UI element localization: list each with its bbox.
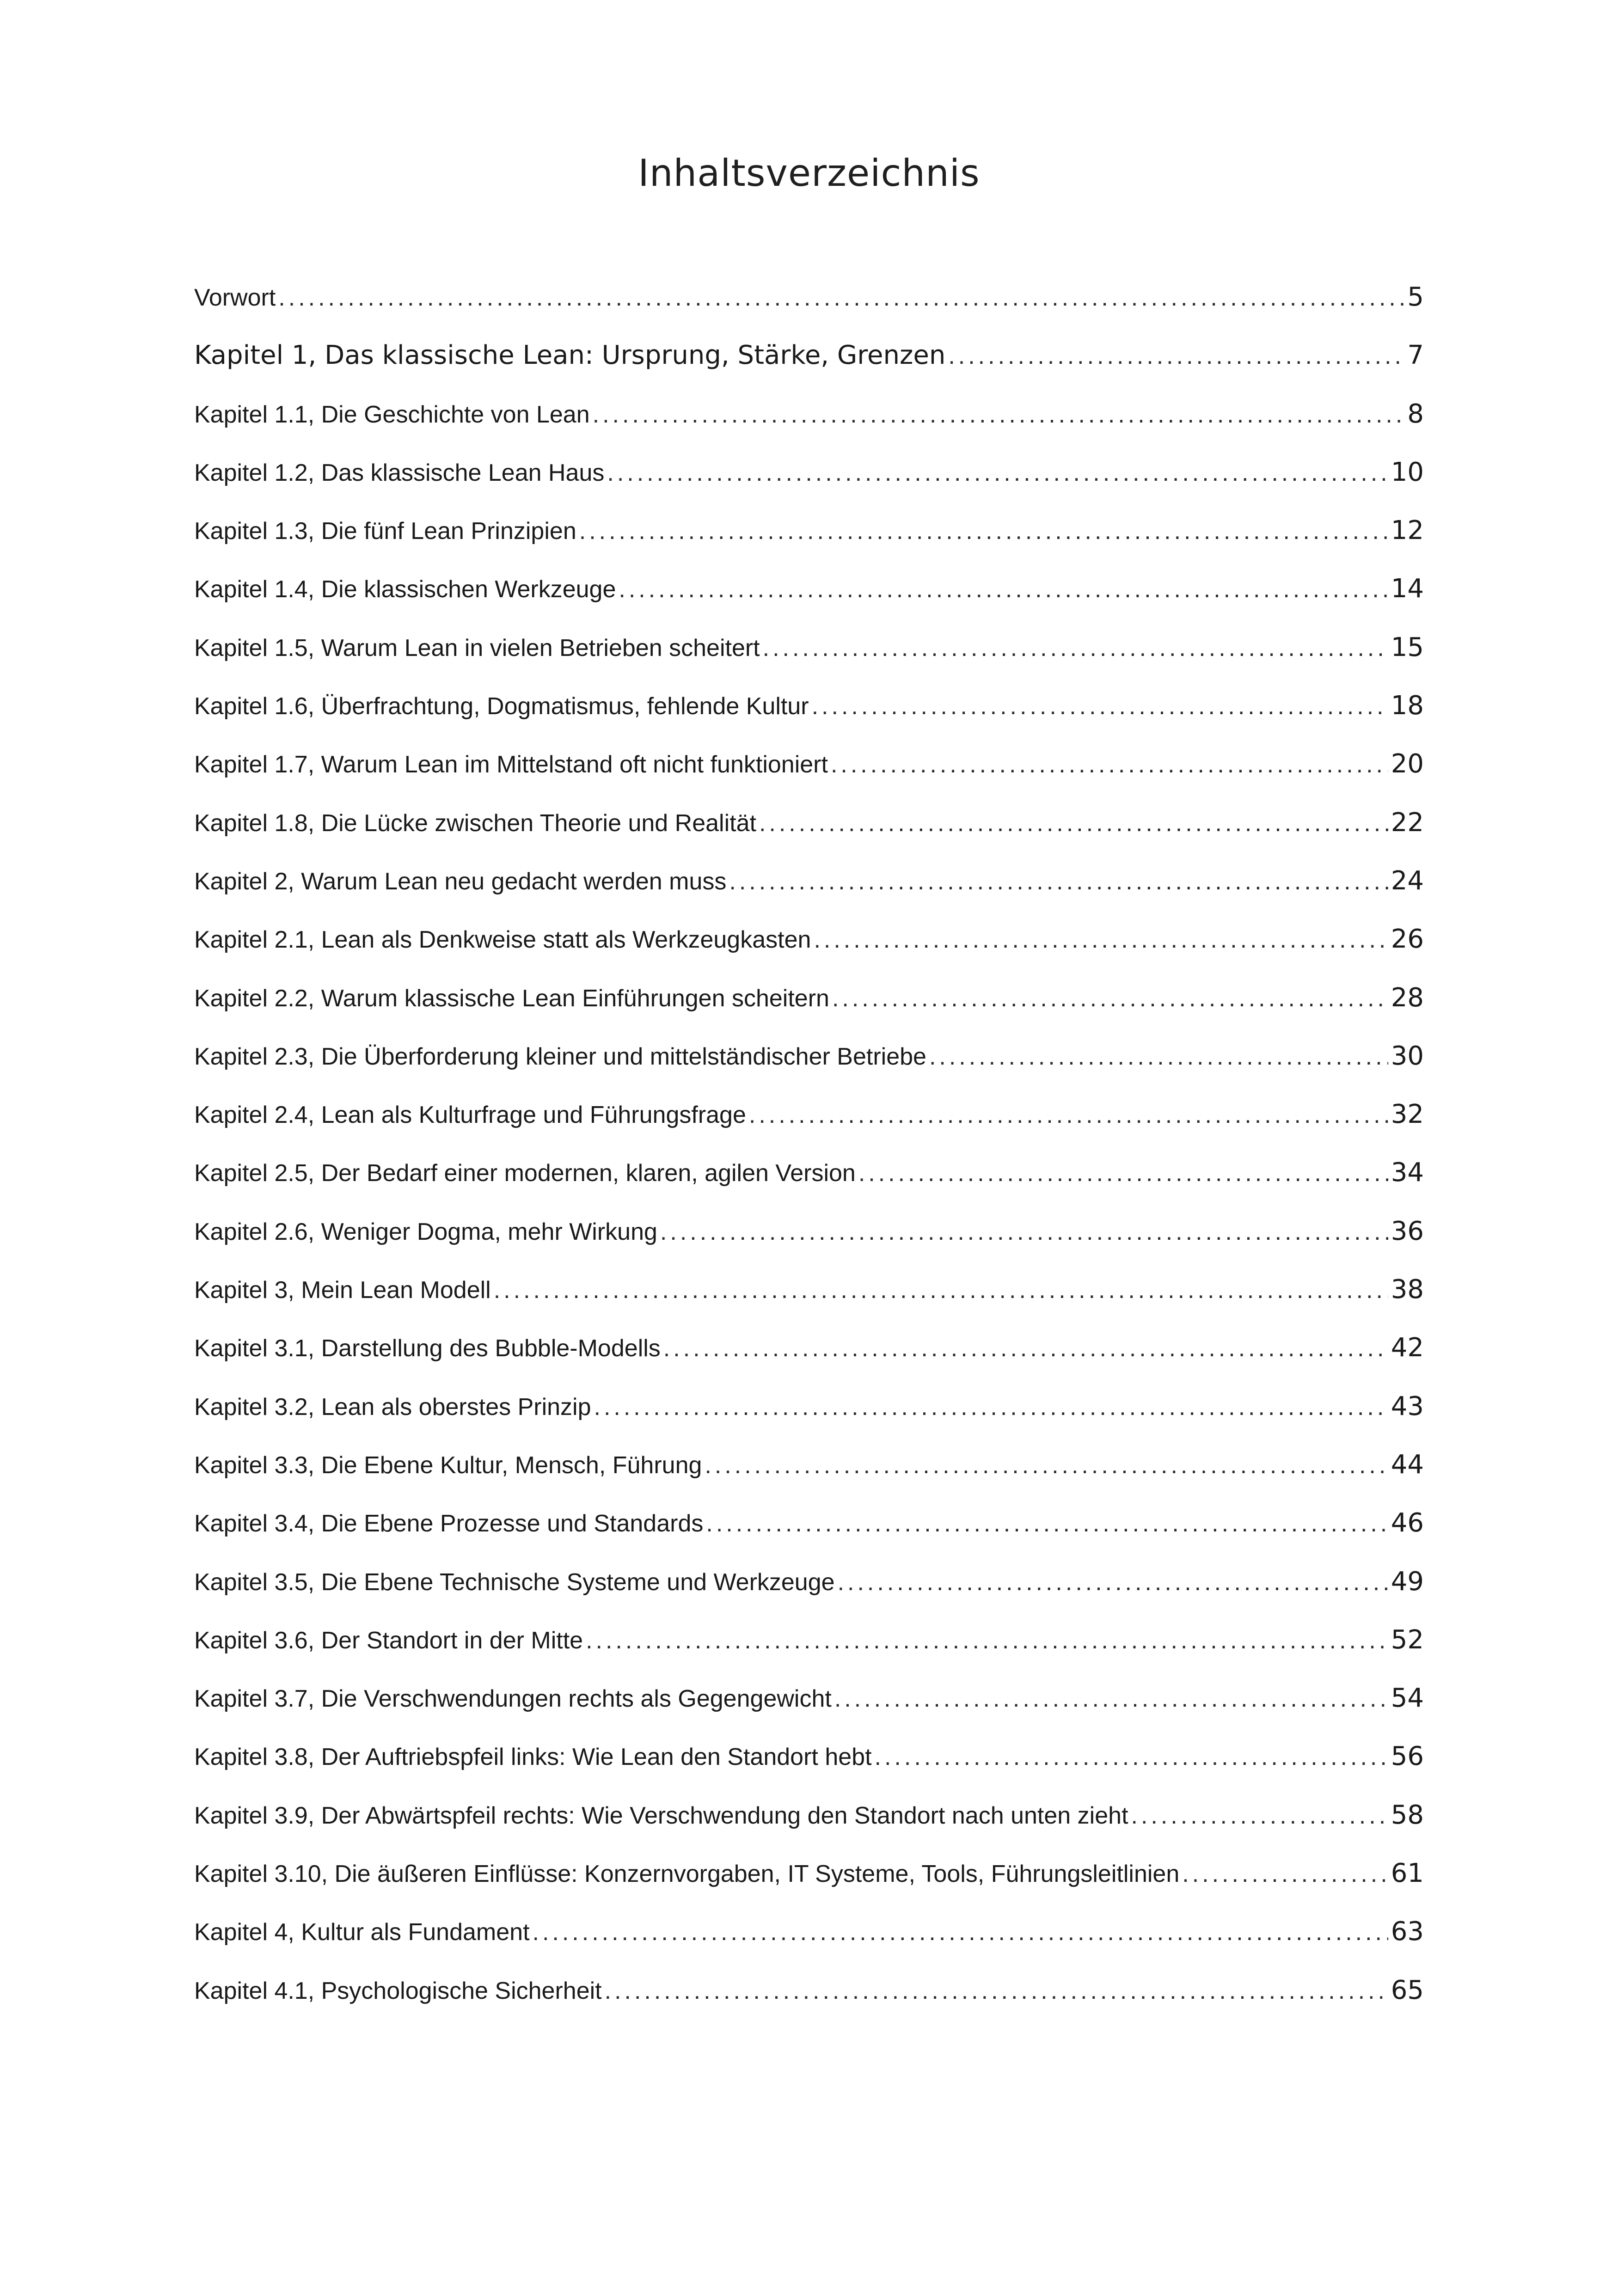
dot-leader <box>838 1568 1388 1596</box>
toc-entry[interactable] <box>194 681 1424 740</box>
toc-page-number: 24 <box>1391 865 1424 896</box>
dot-leader <box>278 284 1404 312</box>
dot-leader <box>948 342 1404 370</box>
page-title: Inhaltsverzeichnis <box>638 152 980 195</box>
dot-leader <box>929 1043 1388 1071</box>
toc-entry[interactable] <box>194 506 1424 564</box>
toc-page-number: 12 <box>1391 515 1424 546</box>
toc-entry-title: Kapitel 1.4, Die klassischen Werkzeuge <box>194 576 616 603</box>
toc-page-number: 58 <box>1391 1800 1424 1830</box>
toc-entry-title: Kapitel 3.1, Darstellung des Bubble-Modells <box>194 1335 661 1362</box>
toc-entry[interactable] <box>194 1557 1424 1616</box>
dot-leader <box>1182 1860 1388 1888</box>
toc-entry-title: Kapitel 3.7, Die Verschwendungen rechts als Gegengewicht <box>194 1685 832 1713</box>
dot-leader <box>759 809 1388 837</box>
toc-page-number: 32 <box>1391 1099 1424 1130</box>
toc-page-number: 18 <box>1391 691 1424 721</box>
dot-leader <box>1131 1802 1388 1830</box>
toc-page-number: 42 <box>1391 1333 1424 1363</box>
toc-page-number: 61 <box>1391 1858 1424 1889</box>
toc-entry[interactable] <box>194 623 1424 681</box>
toc-entry-title: Kapitel 1.2, Das klassische Lean Haus <box>194 459 605 486</box>
toc-entry-title: Kapitel 2.1, Lean als Denkweise statt als Werkzeugkasten <box>194 926 811 954</box>
dot-leader <box>812 692 1388 720</box>
toc-entry[interactable] <box>194 1207 1424 1265</box>
toc-entry[interactable] <box>194 1907 1424 1965</box>
toc-page-number: 22 <box>1391 807 1424 838</box>
toc-entry-title: Kapitel 3.4, Die Ebene Prozesse und Standards <box>194 1510 704 1537</box>
toc-entry[interactable] <box>194 1791 1424 1849</box>
toc-entry-title: Kapitel 4.1, Psychologische Sicherheit <box>194 1977 602 2004</box>
toc-entry-title: Kapitel 1.3, Die fünf Lean Prinzipien <box>194 518 576 545</box>
toc-entry[interactable] <box>194 1148 1424 1206</box>
toc-entry-title: Kapitel 3.8, Der Auftriebspfeil links: Wie Lean den Standort hebt <box>194 1744 872 1771</box>
toc-entry-title: Kapitel 3.10, Die äußeren Einflüsse: Konzernvorgaben, IT Systeme, Tools, Führungsleitlinien <box>194 1861 1180 1888</box>
toc-entry[interactable] <box>194 1499 1424 1557</box>
dot-leader <box>494 1276 1388 1304</box>
toc-entry[interactable] <box>194 448 1424 506</box>
toc-entry[interactable] <box>194 974 1424 1032</box>
toc-entry-title: Kapitel 2.2, Warum klassische Lean Einführungen scheitern <box>194 985 829 1012</box>
toc-entry-title: Kapitel 3, Mein Lean Modell <box>194 1277 491 1304</box>
dot-leader <box>832 985 1388 1012</box>
dot-leader <box>814 926 1388 954</box>
toc-entry[interactable] <box>194 798 1424 857</box>
dot-leader <box>705 1451 1388 1479</box>
dot-leader <box>619 576 1388 603</box>
toc-entry-title: Kapitel 1.1, Die Geschichte von Lean <box>194 401 590 428</box>
toc-entry[interactable] <box>194 1849 1424 1907</box>
toc-page-number: 52 <box>1391 1624 1424 1655</box>
toc-entry-title: Kapitel 2, Warum Lean neu gedacht werden muss <box>194 868 727 895</box>
toc-entry[interactable] <box>194 915 1424 973</box>
toc-entry-title: Kapitel 1.5, Warum Lean in vielen Betrieben scheitert <box>194 634 760 661</box>
toc-page-number: 10 <box>1391 457 1424 487</box>
toc-entry-title: Kapitel 1, Das klassische Lean: Ursprung, Stärke, Grenzen <box>194 340 946 371</box>
toc-entry-title: Kapitel 2.5, Der Bedarf einer modernen, klaren, agilen Version <box>194 1160 856 1187</box>
toc-page-number: 54 <box>1391 1683 1424 1714</box>
toc-entry-title: Kapitel 3.6, Der Standort in der Mitte <box>194 1627 583 1654</box>
toc-entry[interactable] <box>194 1966 1424 2024</box>
toc-page-number: 43 <box>1391 1391 1424 1421</box>
toc-page-number: 30 <box>1391 1041 1424 1071</box>
toc-page-number: 36 <box>1391 1216 1424 1246</box>
dot-leader <box>834 1685 1388 1713</box>
toc-page-number: 65 <box>1391 1975 1424 2005</box>
dot-leader <box>586 1627 1388 1654</box>
toc-entry-title: Kapitel 3.5, Die Ebene Technische Systeme und Werkzeuge <box>194 1568 835 1596</box>
toc-entry[interactable] <box>194 740 1424 798</box>
dot-leader <box>831 751 1388 778</box>
toc-page-number: 34 <box>1391 1157 1424 1188</box>
dot-leader <box>749 1101 1388 1129</box>
dot-leader <box>579 517 1388 545</box>
toc-page-number: 26 <box>1391 924 1424 955</box>
toc-page-number: 44 <box>1391 1449 1424 1480</box>
toc-entry[interactable] <box>194 1674 1424 1732</box>
dot-leader <box>763 634 1388 662</box>
dot-leader <box>533 1918 1388 1946</box>
toc-entry-title: Kapitel 1.6, Überfrachtung, Dogmatismus, fehlende Kultur <box>194 693 809 720</box>
toc-entry[interactable] <box>194 390 1424 448</box>
toc-entry[interactable] <box>194 1265 1424 1323</box>
dot-leader <box>605 1977 1388 2005</box>
toc-entry-title: Kapitel 2.3, Die Überforderung kleiner und mittelständischer Betriebe <box>194 1043 926 1070</box>
toc-page-number: 28 <box>1391 982 1424 1013</box>
toc-page-number: 8 <box>1407 398 1424 429</box>
dot-leader <box>593 401 1405 429</box>
toc-entry[interactable] <box>194 1440 1424 1499</box>
dot-leader <box>663 1335 1388 1362</box>
toc-page-number: 46 <box>1391 1508 1424 1538</box>
toc-entry[interactable] <box>194 1090 1424 1148</box>
toc-entry-title: Vorwort <box>194 284 276 311</box>
toc-entry[interactable] <box>194 1616 1424 1674</box>
toc-entry[interactable] <box>194 1732 1424 1790</box>
dot-leader <box>875 1743 1388 1771</box>
toc-entry-title: Kapitel 3.2, Lean als oberstes Prinzip <box>194 1393 591 1420</box>
toc-page-number: 56 <box>1391 1741 1424 1772</box>
toc-page-number: 5 <box>1407 282 1424 312</box>
toc-entry[interactable] <box>194 1323 1424 1382</box>
toc-page-number: 7 <box>1407 340 1424 371</box>
toc-page-number: 38 <box>1391 1274 1424 1305</box>
toc-page-number: 49 <box>1391 1566 1424 1597</box>
toc-entry[interactable] <box>194 273 1424 331</box>
toc-page-number: 20 <box>1391 749 1424 779</box>
dot-leader <box>706 1510 1388 1537</box>
toc-entry[interactable] <box>194 564 1424 623</box>
dot-leader <box>607 459 1388 487</box>
toc-entry-title: Kapitel 1.7, Warum Lean im Mittelstand oft nicht funktioniert <box>194 751 828 778</box>
dot-leader <box>858 1159 1388 1187</box>
toc-entry-title: Kapitel 2.4, Lean als Kulturfrage und Führungsfrage <box>194 1102 746 1129</box>
toc-entry[interactable] <box>194 331 1424 389</box>
dot-leader <box>594 1393 1388 1421</box>
toc-entry[interactable] <box>194 1032 1424 1090</box>
toc-page-number: 14 <box>1391 574 1424 604</box>
toc-entry[interactable] <box>194 857 1424 915</box>
toc-page-number: 15 <box>1391 632 1424 662</box>
table-of-contents <box>194 273 1424 2024</box>
dot-leader <box>660 1218 1388 1246</box>
toc-entry-title: Kapitel 4, Kultur als Fundament <box>194 1919 530 1946</box>
toc-entry-title: Kapitel 1.8, Die Lücke zwischen Theorie und Realität <box>194 809 756 837</box>
toc-entry[interactable] <box>194 1382 1424 1440</box>
toc-entry-title: Kapitel 3.3, Die Ebene Kultur, Mensch, Führung <box>194 1451 702 1479</box>
toc-page-number: 63 <box>1391 1916 1424 1947</box>
toc-entry-title: Kapitel 2.6, Weniger Dogma, mehr Wirkung <box>194 1218 657 1245</box>
toc-entry-title: Kapitel 3.9, Der Abwärtspfeil rechts: Wie Verschwendung den Standort nach unten zieht <box>194 1802 1128 1829</box>
dot-leader <box>729 868 1388 895</box>
